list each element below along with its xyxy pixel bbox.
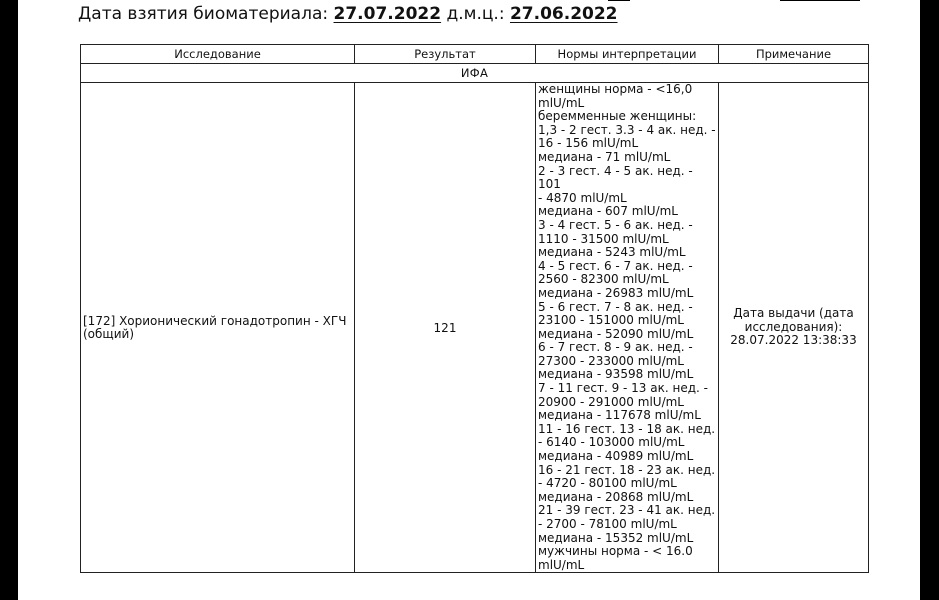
document-page	[18, 0, 920, 600]
results-table	[80, 44, 869, 573]
sampling-date-value: 27.07.2022	[333, 4, 442, 24]
sampling-date-label: Дата взятия биоматериала:	[78, 4, 329, 24]
column-header-test: Исследование	[81, 45, 355, 64]
column-header-note: Примечание	[719, 45, 869, 64]
note-cell: Дата выдачи (дата исследования): 28.07.2022 13:38:33	[719, 83, 869, 573]
table-header-row	[81, 45, 869, 64]
section-row	[81, 64, 869, 83]
sampling-info	[78, 2, 618, 26]
column-header-norms: Нормы интерпретации	[536, 45, 719, 64]
top-rule-right	[780, 0, 860, 1]
cycle-day-value: 27.06.2022	[509, 4, 618, 24]
cycle-day-label: д.м.ц.:	[446, 4, 505, 24]
reference-norms-cell: женщины норма - <16,0 mlU/mL беремменные женщины: 1,3 - 2 гест. 3.3 - 4 ак. нед. - 16 - 156 mlU/mL медиана - 71 mlU/mL 2 - 3 гест. 4 - 5 ак. нед. - 101 - 4870 mlU/mL медиана - 607 mlU/mL 3 - 4 гест. 5 - 6 ак. нед. - 1110 - 31500 mlU/mL медиана - 5243 mlU/mL 4 - 5 гест. 6 - 7 ак. нед. - 2560 - 82300 mlU/mL медиана - 26983 mlU/mL 5 - 6 гест. 7 - 8 ак. нед. - 23100 - 151000 mlU/mL медиана - 52090 mlU/mL 6 - 7 гест. 8 - 9 ак. нед. - 27300 - 233000 mlU/mL медиана - 93598 mlU/mL 7 - 11 гест. 9 - 13 ак. нед. - 20900 - 291000 mlU/mL медиана - 117678 mlU/mL 11 - 16 гест. 13 - 18 ак. нед. - 6140 - 103000 mlU/mL медиана - 40989 mlU/mL 16 - 21 гест. 18 - 23 ак. нед. - 4720 - 80100 mlU/mL медиана - 20868 mlU/mL 21 - 39 гест. 23 - 41 ак. нед. - 2700 - 78100 mlU/mL медиана - 15352 mlU/mL мужчины норма - < 16.0 mlU/mL	[536, 83, 719, 573]
column-header-result: Результат	[355, 45, 536, 64]
table-row	[81, 83, 869, 573]
test-name-cell: [172] Хорионический гонадотропин - ХГЧ (общий)	[81, 83, 355, 573]
top-rule-left	[608, 0, 630, 1]
result-value-cell: 121	[355, 83, 536, 573]
section-title: ИФА	[81, 64, 869, 83]
